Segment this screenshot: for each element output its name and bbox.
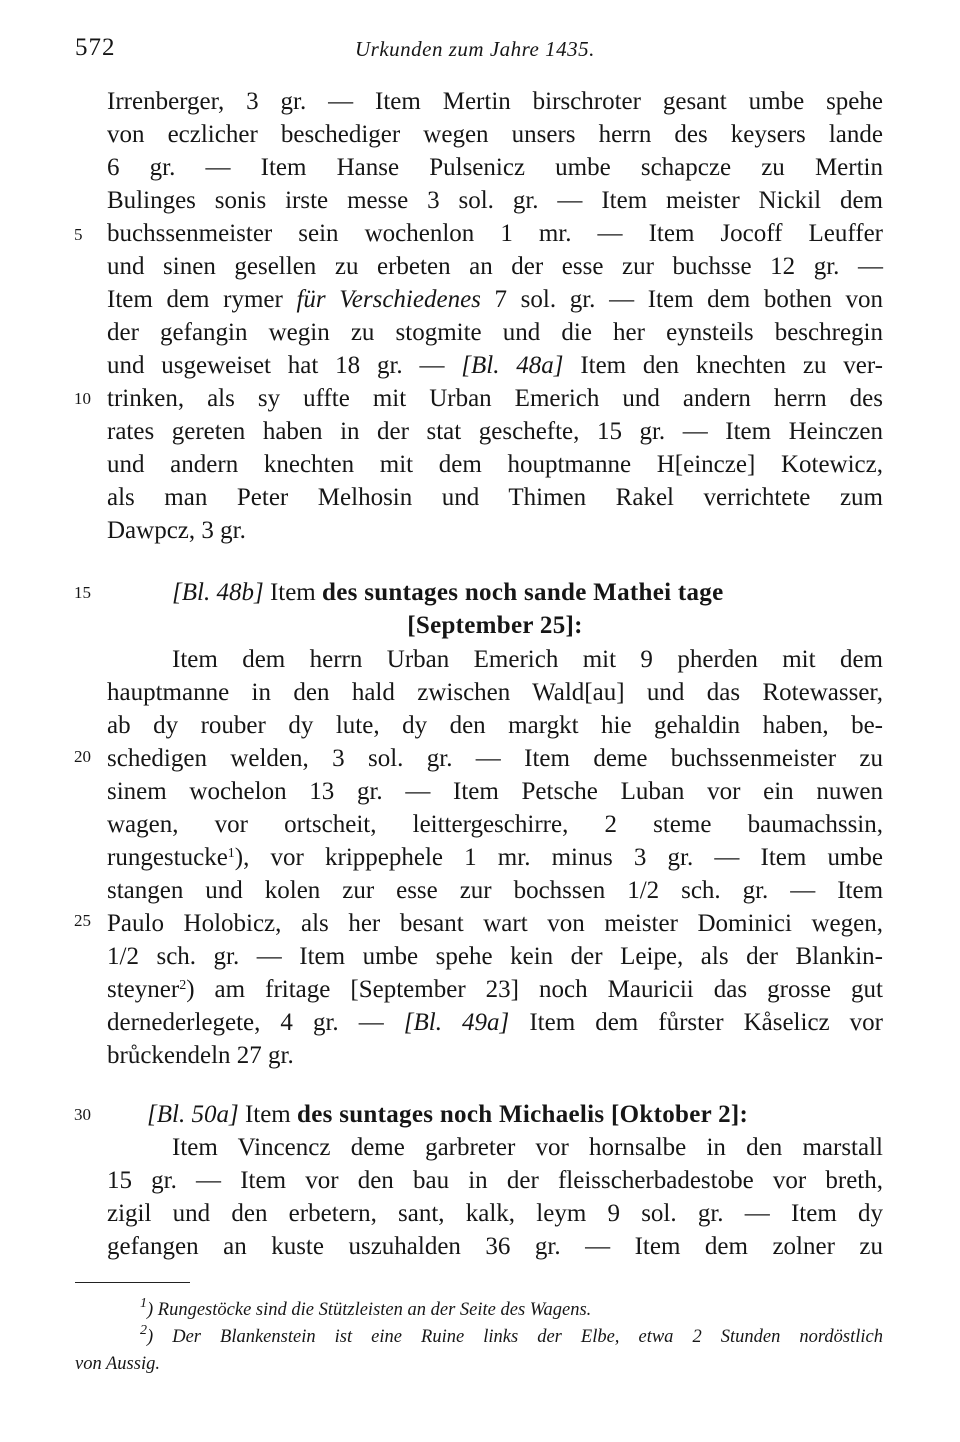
text-run: Item dem rymer	[107, 286, 283, 313]
text-line	[107, 874, 883, 908]
line-number: 30	[74, 1105, 91, 1124]
text-line: Item dem herrn Urban Emerich mit 9 pherden mit dem	[172, 646, 883, 673]
text-run: Item	[244, 1101, 291, 1128]
folio-reference: [Bl. 50a]	[147, 1101, 239, 1128]
text-run: sch. gr. — Item umbe spehe kein der Leipe, als der Blankin-	[156, 943, 883, 970]
text-line	[107, 841, 883, 875]
text-line: buchssenmeister sein wochenlon 1 mr. — Item Jocoff Leuffer	[107, 220, 883, 247]
footnote-number: 1	[140, 1296, 147, 1311]
text-line: ab dy rouber dy lute, dy den margkt hie gehaldin haben, be-	[107, 712, 883, 739]
heading-text: [September 25]:	[407, 612, 583, 639]
text-line: brůckendeln 27 gr.	[107, 1042, 294, 1069]
text-line: zigil und den erbetern, sant, kalk, leym 9 sol. gr. — Item dy	[107, 1200, 883, 1227]
section-heading	[147, 1098, 883, 1132]
page-number: 572	[75, 34, 116, 61]
text-run: ) am fritage [September 23] noch Mauricii das grosse gut	[186, 976, 883, 1003]
text-line: als man Peter Melhosin und Thimen Rakel verrichtete zum	[107, 484, 883, 511]
fraction: 1/2	[627, 877, 660, 904]
footnote-cont: von Aussig.	[75, 1354, 160, 1374]
text-run: Item dem fůrster Kåselicz vor	[529, 1009, 884, 1036]
text-line: hauptmanne in den hald zwischen Wald[au] und das Rotewasser,	[107, 679, 883, 706]
text-line	[107, 349, 883, 383]
text-run: sch. gr. — Item	[681, 877, 884, 904]
text-line: und sinen gesellen zu erbeten an der esse zur buchsse 12 gr. —	[107, 253, 883, 280]
section-heading-cont	[107, 609, 883, 643]
line-number: 10	[74, 389, 91, 408]
text-line	[107, 973, 883, 1007]
line-number: 20	[74, 747, 91, 766]
text-run: 7 sol. gr. — Item dem bothen von	[494, 286, 884, 313]
folio-reference: [Bl. 49a]	[403, 1009, 510, 1036]
folio-reference: [Bl. 48b]	[172, 579, 264, 606]
footnote-marker: 1	[227, 846, 235, 861]
text-line: von eczlicher beschediger wegen unsers herrn des keysers lande	[107, 121, 883, 148]
section-heading	[172, 576, 883, 610]
text-line	[107, 1006, 883, 1040]
line-number: 5	[74, 225, 83, 244]
text-line: Item Vincencz deme garbreter vor hornsalbe in den marstall	[172, 1134, 883, 1161]
text-run: rungestucke	[107, 844, 228, 871]
heading-text: des suntages noch sande Mathei tage	[322, 579, 724, 606]
line-number: 25	[74, 911, 91, 930]
heading-text: des suntages noch Michaelis [Oktober 2]:	[297, 1101, 749, 1128]
text-line: wagen, vor ortscheit, leittergeschirre, 2 steme baumachssin,	[107, 811, 883, 838]
text-run: und usgeweiset hat 18 gr. —	[107, 352, 445, 379]
text-line	[107, 283, 883, 317]
text-line: Dawpcz, 3 gr.	[107, 517, 246, 544]
text-line: Irrenberger, 3 gr. — Item Mertin birschroter gesant umbe spehe	[107, 88, 883, 115]
folio-reference: [Bl. 48a]	[461, 352, 564, 379]
text-line: gefangen an kuste uszuhalden 36 gr. — Item dem zolner zu	[107, 1233, 883, 1260]
text-line: sinem wochelon 13 gr. — Item Petsche Luban vor ein nuwen	[107, 778, 883, 805]
fraction: 1/2	[107, 943, 139, 970]
footnote: $^1$) Rungestöcke sind die Stützleisten an der Seite des Wagens.	[140, 1296, 592, 1320]
footnote-marker: 2	[179, 978, 187, 993]
footnote-rule	[75, 1282, 190, 1283]
footnote-text: Rungestöcke sind die Stützleisten an der Seite des Wagens.	[157, 1300, 592, 1320]
text-line: Paulo Holobicz, als her besant wart von meister Dominici wegen,	[107, 910, 883, 937]
text-line: rates gereten haben in der stat geschefte, 15 gr. — Item Heinczen	[107, 418, 883, 445]
text-run: stangen und kolen zur esse zur bochssen	[107, 877, 606, 904]
footnote-number: 2	[140, 1323, 147, 1338]
text-run: steyner	[107, 976, 180, 1003]
running-title: Urkunden zum Jahre 1435.	[355, 37, 595, 61]
text-line: schedigen welden, 3 sol. gr. — Item deme buchssenmeister zu	[107, 745, 883, 772]
text-run: Item	[269, 579, 316, 606]
text-run: Item den knechten zu ver-	[580, 352, 884, 379]
text-line: der gefangin wegin zu stogmite und die her eynsteils beschregin	[107, 319, 883, 346]
text-line: trinken, als sy uffte mit Urban Emerich und andern herrn des	[107, 385, 883, 412]
text-line: 6 gr. — Item Hanse Pulsenicz umbe schapcze zu Mertin	[107, 154, 883, 181]
line-number: 15	[74, 583, 91, 602]
text-line: Bulinges sonis irste messe 3 sol. gr. — Item meister Nickil dem	[107, 187, 883, 214]
text-line: 15 gr. — Item vor den bau in der fleisscherbadestobe vor breth,	[107, 1167, 883, 1194]
text-run: ), vor krippephele 1 mr. minus 3 gr. — Item umbe	[234, 844, 883, 871]
page-header	[0, 34, 960, 68]
footnote-text: Der Blankenstein ist eine Ruine links der Elbe, etwa 2 Stunden nordöstlich	[172, 1327, 883, 1347]
text-line	[107, 940, 883, 974]
text-line: und andern knechten mit dem houptmanne H[eincze] Kotewicz,	[107, 451, 883, 478]
editorial-note: für Verschiedenes	[296, 286, 481, 313]
text-run: dernederlegete, 4 gr. —	[107, 1009, 384, 1036]
footnote: $^2$) Der Blankenstein ist eine Ruine links der Elbe, etwa 2 Stunden nordöstlich	[140, 1323, 883, 1347]
